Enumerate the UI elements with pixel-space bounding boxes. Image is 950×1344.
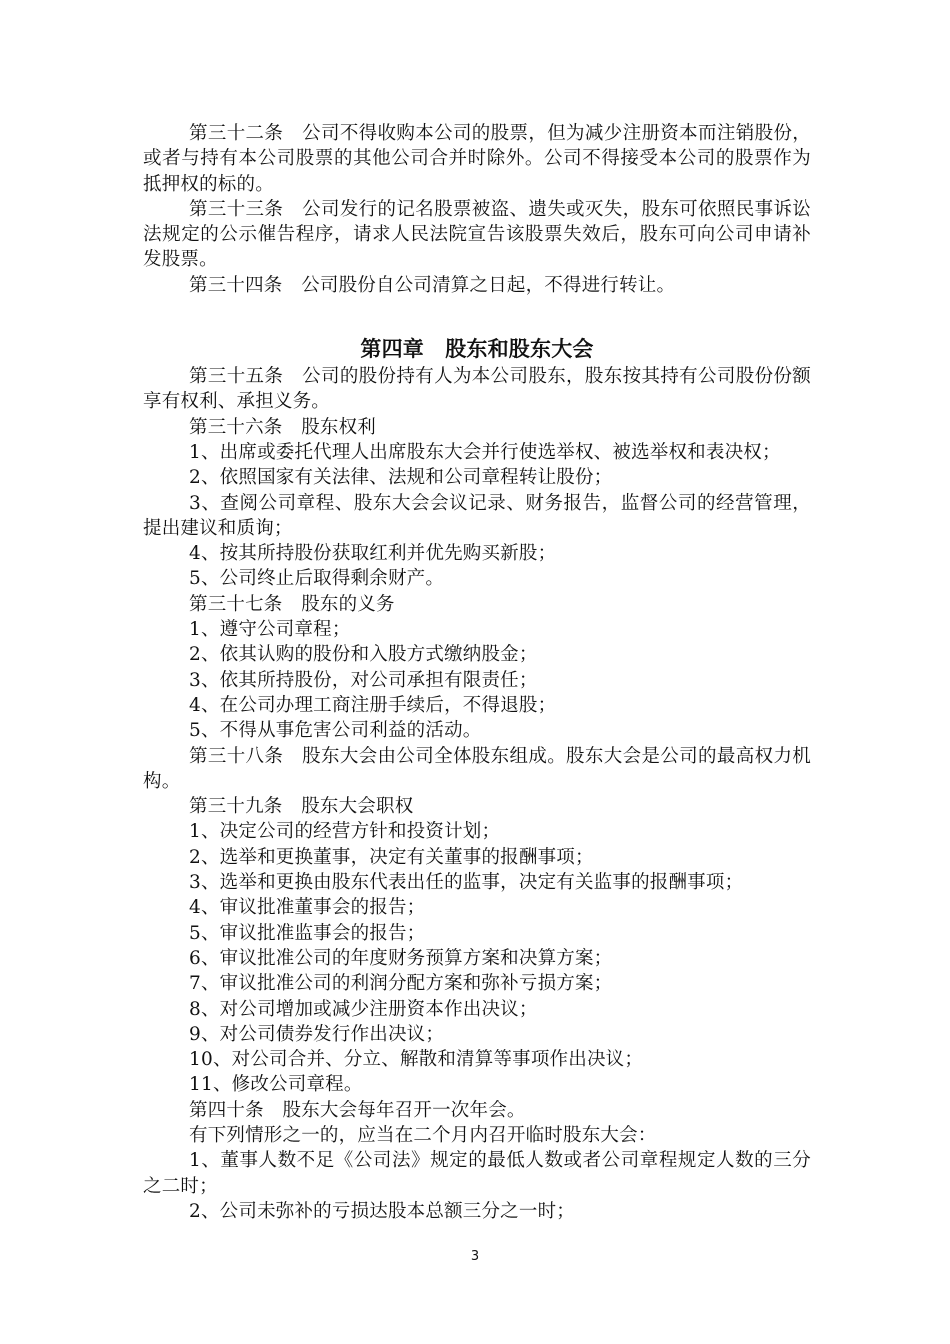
document-body [143, 121, 811, 1224]
paragraph: 第四十条 股东大会每年召开一次年会。 [189, 1099, 526, 1121]
article-33: 第三十三条 公司发行的记名股票被盗、遗失或灭失，股东可依照民事诉讼法规定的公示催告程序，请求人民法院宣告该股票失效后，股东可向公司申请补发股票。 [143, 198, 811, 271]
paragraph: 1、董事人数不足《公司法》规定的最低人数或者公司章程规定人数的三分之二时； [143, 1150, 811, 1197]
paragraph: 3、查阅公司章程、股东大会会议记录、财务报告，监督公司的经营管理，提出建议和质询； [143, 492, 811, 539]
paragraph: 4、在公司办理工商注册手续后，不得退股； [189, 694, 557, 716]
paragraph: 1、遵守公司章程； [189, 619, 351, 641]
paragraph: 7、审议批准公司的利润分配方案和弥补亏损方案； [189, 973, 613, 995]
paragraph: 3、选举和更换由股东代表出任的监事，决定有关监事的报酬事项； [189, 872, 744, 894]
paragraph: 1、决定公司的经营方针和投资计划； [189, 821, 501, 843]
paragraph: 2、依其认购的股份和入股方式缴纳股金； [189, 644, 538, 666]
paragraph: 3、依其所持股份，对公司承担有限责任； [189, 669, 538, 691]
paragraph: 8、对公司增加或减少注册资本作出决议； [189, 998, 538, 1020]
paragraph: 5、不得从事危害公司利益的活动。 [189, 720, 482, 742]
paragraphs-before [143, 121, 811, 298]
paragraph: 第三十六条 股东权利 [189, 416, 377, 438]
paragraph: 10、对公司合并、分立、解散和清算等事项作出决议； [189, 1049, 644, 1071]
paragraph: 有下列情形之一的，应当在二个月内召开临时股东大会： [189, 1124, 657, 1146]
article-34: 第三十四条 公司股份自公司清算之日起，不得进行转让。 [189, 274, 676, 296]
paragraph: 2、公司未弥补的亏损达股本总额三分之一时； [189, 1200, 575, 1222]
paragraph: 第三十八条 股东大会由公司全体股东组成。股东大会是公司的最高权力机构。 [143, 745, 811, 792]
paragraph: 6、审议批准公司的年度财务预算方案和决算方案； [189, 947, 613, 969]
article-32: 第三十二条 公司不得收购本公司的股票，但为减少注册资本而注销股份，或者与持有本公司股票的其他公司合并时除外。公司不得接受本公司的股票作为抵押权的标的。 [143, 123, 811, 195]
paragraph: 11、修改公司章程。 [189, 1074, 363, 1096]
paragraph: 4、按其所持股份获取红利并优先购买新股； [189, 543, 557, 565]
paragraph: 5、审议批准监事会的报告； [189, 922, 426, 944]
page-number: 3 [470, 1249, 480, 1264]
paragraph: 第三十七条 股东的义务 [189, 593, 395, 615]
paragraphs-after [143, 364, 811, 1224]
paragraph: 1、出席或委托代理人出席股东大会并行使选举权、被选举权和表决权； [189, 441, 781, 463]
paragraph: 2、选举和更换董事，决定有关董事的报酬事项； [189, 846, 594, 868]
paragraph: 第三十五条 公司的股份持有人为本公司股东，股东按其持有公司股份份额享有权利、承担义务。 [143, 366, 811, 413]
chapter-heading: 第四章 股东和股东大会 [360, 337, 594, 362]
paragraph: 4、审议批准董事会的报告； [189, 897, 426, 919]
paragraph: 5、公司终止后取得剩余财产。 [189, 568, 445, 590]
paragraph: 9、对公司债券发行作出决议； [189, 1023, 445, 1045]
paragraph: 2、依照国家有关法律、法规和公司章程转让股份； [189, 467, 613, 489]
paragraph: 第三十九条 股东大会职权 [189, 796, 414, 818]
